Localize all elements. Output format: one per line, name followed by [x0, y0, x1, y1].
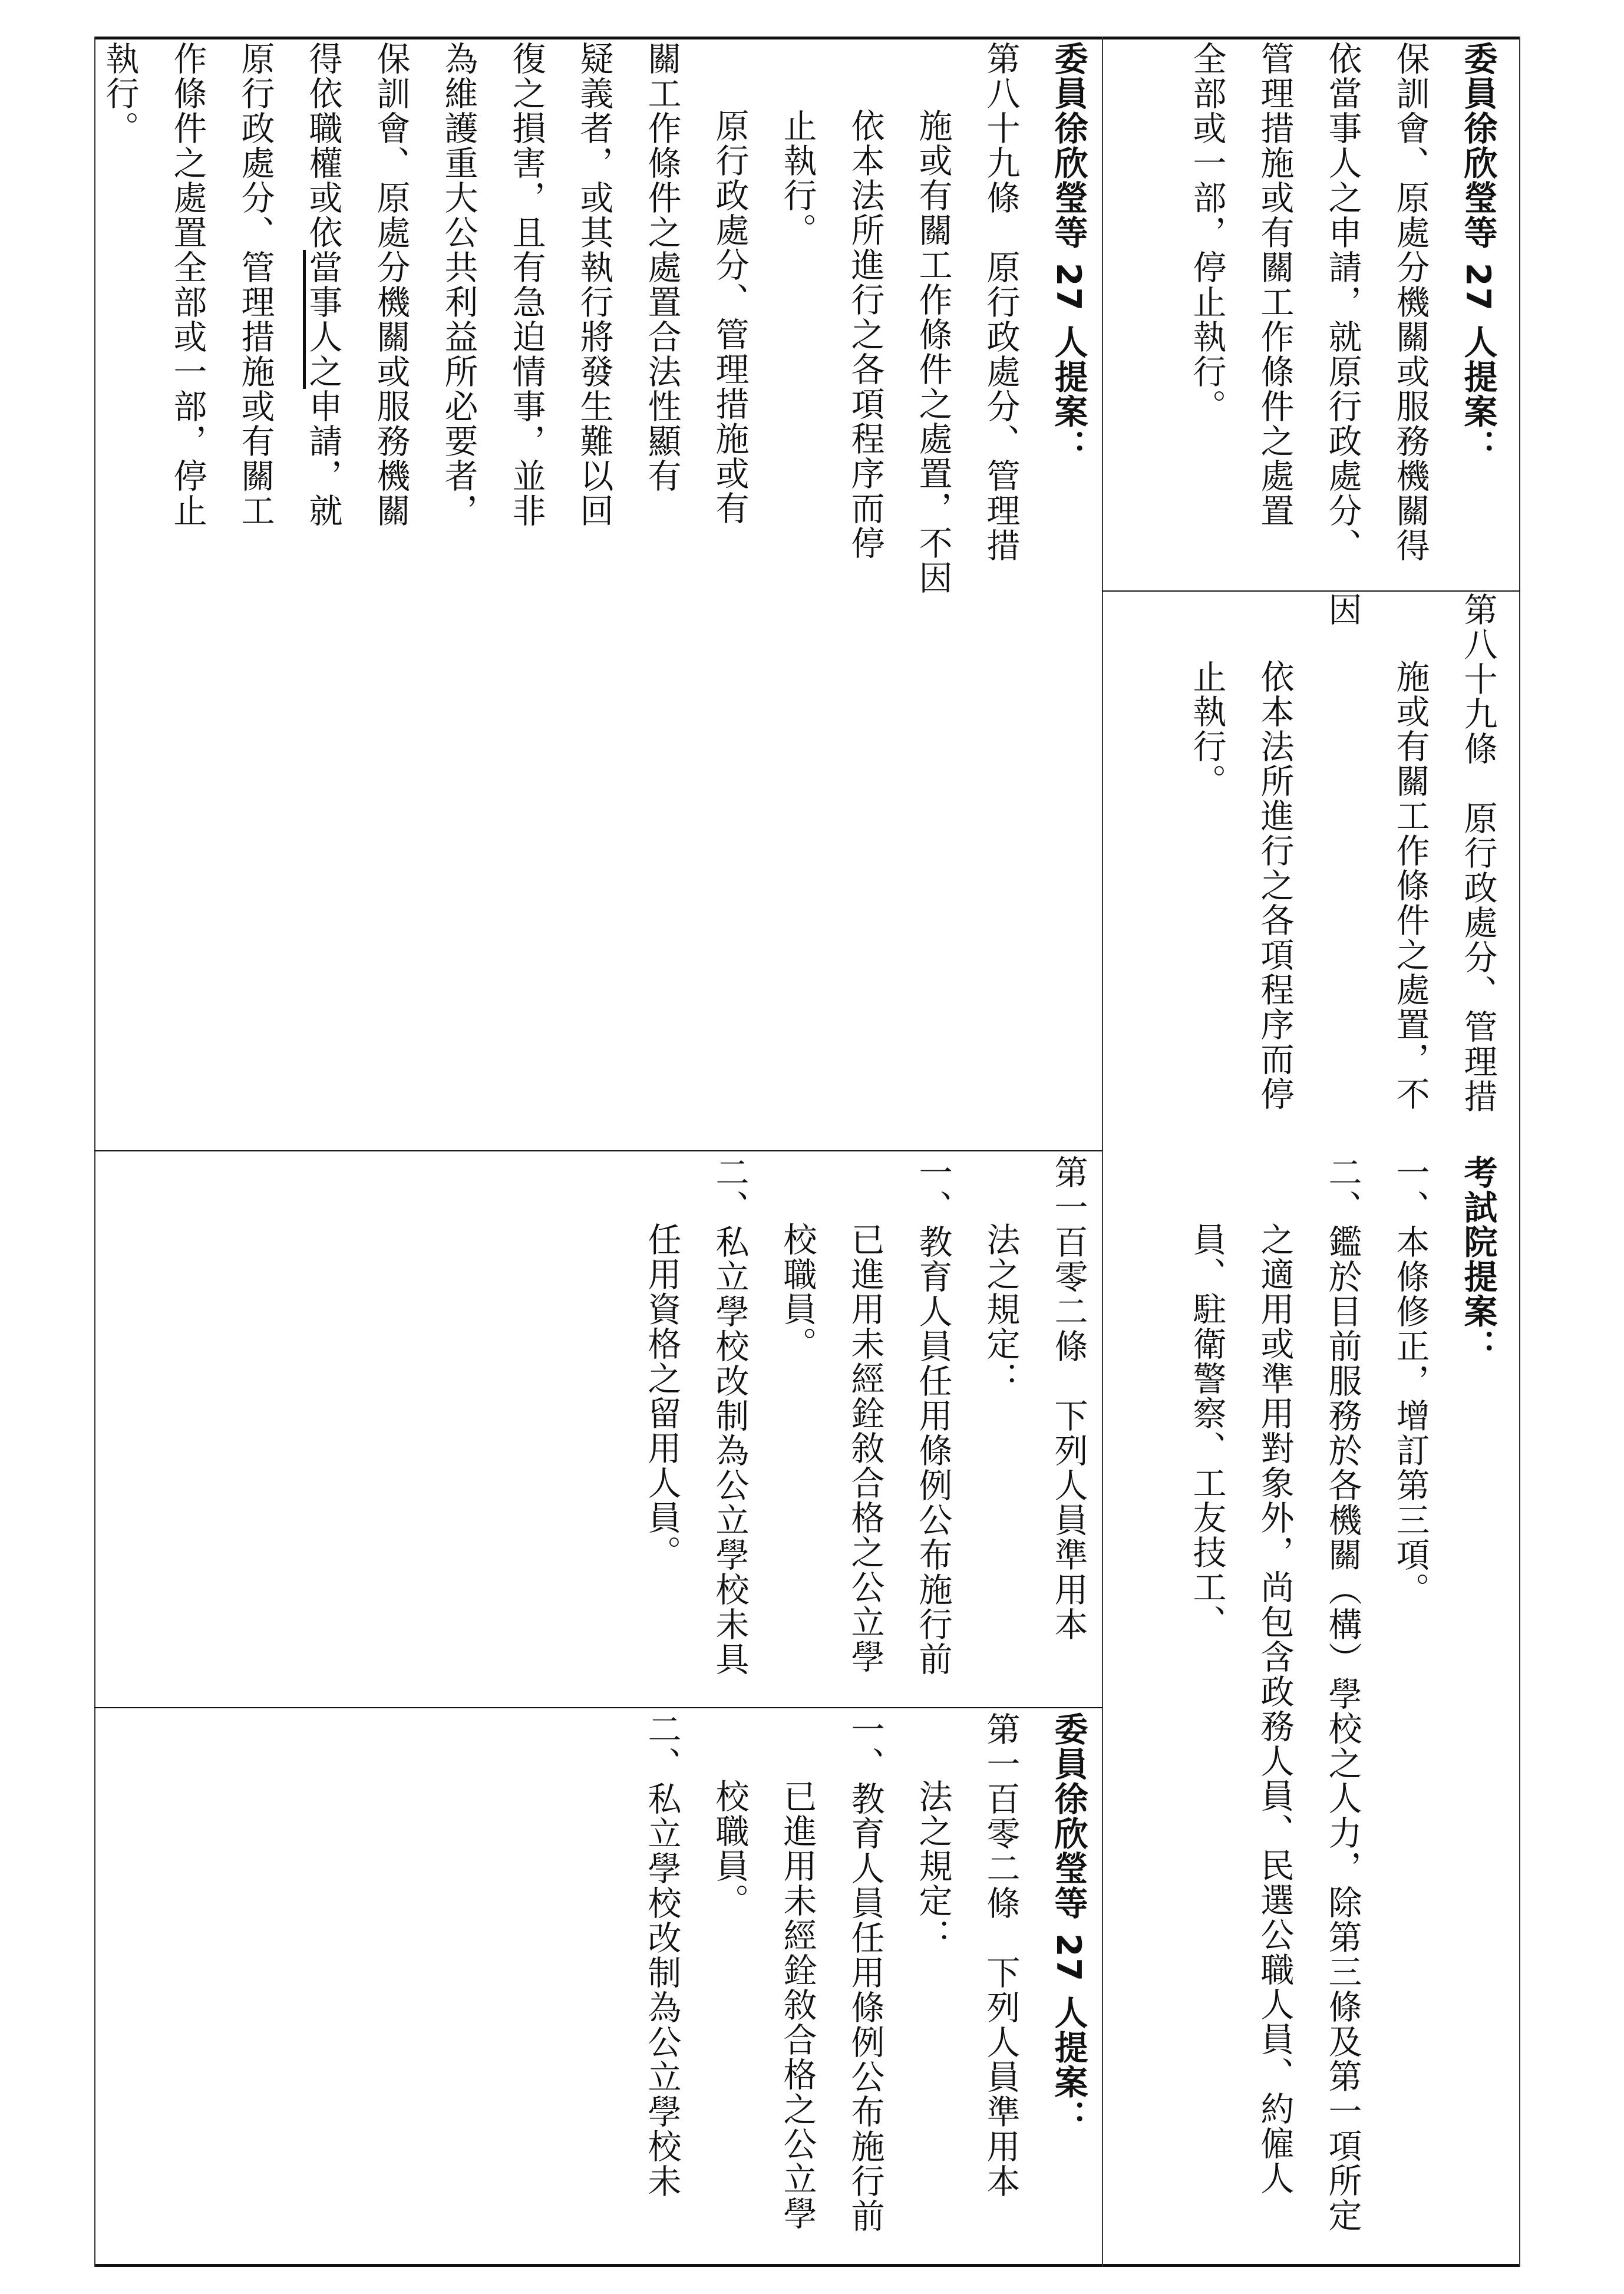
- paragraph-line: 作條件之處置全部或一部，停止: [168, 41, 207, 528]
- list-item: 二、私立學校改制為公立學校未具任用資格之留用人員。: [642, 1155, 749, 1676]
- cell-left-mid: [100, 1155, 1102, 1703]
- proposal-heading: 委員徐欣瑩等 27 人提案：: [1049, 41, 1088, 464]
- paragraph-line: 關工作條件之處置合法性顯有: [642, 41, 681, 493]
- article-line: 第一百零二條 下列人員準用本: [981, 1712, 1020, 2199]
- article-line: 第八十九條 原行政處分、管理措: [981, 41, 1020, 563]
- paragraph-line: [289, 41, 357, 1149]
- cell-left-bottom: [100, 1712, 1102, 2260]
- article-line: 止執行。: [778, 108, 817, 247]
- paragraph-line: 保訓會、原處分機關或服務機關: [371, 41, 410, 528]
- cell-right-3: [1105, 1155, 1511, 2263]
- article-line: 施或有關工作條件之處置，不因: [913, 108, 952, 595]
- paragraph-line: 復之損害，且有急迫情事，並非: [507, 41, 546, 528]
- cell-left-top: [100, 41, 1102, 1149]
- paragraph-line: 為維護重大公共利益所必要者，: [439, 41, 478, 528]
- table-middle-divider: [1102, 37, 1103, 2267]
- article-line: 法之規定：: [981, 1222, 1020, 1396]
- text-line: 全部或一部，停止執行。: [1187, 41, 1226, 424]
- article-line: 第一百零二條 下列人員準用本: [1049, 1155, 1088, 1642]
- paragraph-line: 執行。: [100, 41, 139, 146]
- paragraph-line: 原行政處分、管理措施或有關工: [236, 41, 275, 528]
- article-line: 止執行。: [1187, 659, 1226, 798]
- paragraph-line: 疑義者，或其執行將發生難以回: [575, 41, 613, 528]
- text-span: 申請，就: [303, 389, 342, 528]
- table-top-border: [94, 37, 1520, 39]
- paragraph-line: 原行政處分、管理措施或有: [710, 108, 749, 526]
- proposal-heading: 委員徐欣瑩等 27 人提案：: [1049, 1712, 1088, 2135]
- article-line: 法之規定：: [913, 1779, 952, 1953]
- text-line: 保訓會、原處分機關或服務機關得: [1391, 41, 1430, 563]
- list-item: 一、教育人員任用條例公布施行前已進用未經銓敘合格之公立學校職員。: [710, 1712, 884, 2233]
- article-line: 第八十九條 原行政處分、管理措: [1458, 592, 1497, 1114]
- text-line: 管理措施或有關工作條件之處置: [1255, 41, 1294, 528]
- cell-right-2: [1105, 592, 1511, 1140]
- list-item: 一、本條修正，增訂第三項。: [1391, 1155, 1430, 1607]
- divider-bottom-row-2: [94, 1707, 1102, 1708]
- article-line: 依本法所進行之各項程序而停: [1255, 659, 1294, 1111]
- divider-bottom-row-1: [94, 1150, 1102, 1151]
- text-line: 依當事人之申請，就原行政處分、: [1323, 41, 1362, 563]
- article-line: 施或有關工作條件之處置，不因: [1323, 592, 1430, 1111]
- table-bottom-border: [94, 2264, 1520, 2267]
- article-line: 依本法所進行之各項程序而停: [846, 108, 884, 560]
- cell-right-1: [1105, 41, 1511, 589]
- table-left-border: [94, 37, 95, 2267]
- list-item: 二、鑑於目前服務於各機關（構）學校之人力，除第三條及第一項所定之適用或準用對象外，尚包含政務人員、民選公職人員、約僱人員、駐衛警察、工友技工、: [1187, 1155, 1362, 2233]
- divider-top-row-1: [1102, 590, 1520, 592]
- table-right-border: [1519, 37, 1520, 2267]
- list-item: 二、私立學校改制為公立學校未: [642, 1712, 681, 2199]
- text-span: 得依職權或依: [303, 41, 342, 250]
- proposal-heading: 考試院提案：: [1458, 1155, 1497, 1364]
- list-item: 一、教育人員任用條例公布施行前已進用未經銓敘合格之公立學校職員。: [778, 1155, 952, 1676]
- underlined-insertion: 當事人之: [303, 250, 342, 389]
- proposal-heading: 委員徐欣瑩等 27 人提案：: [1458, 41, 1497, 464]
